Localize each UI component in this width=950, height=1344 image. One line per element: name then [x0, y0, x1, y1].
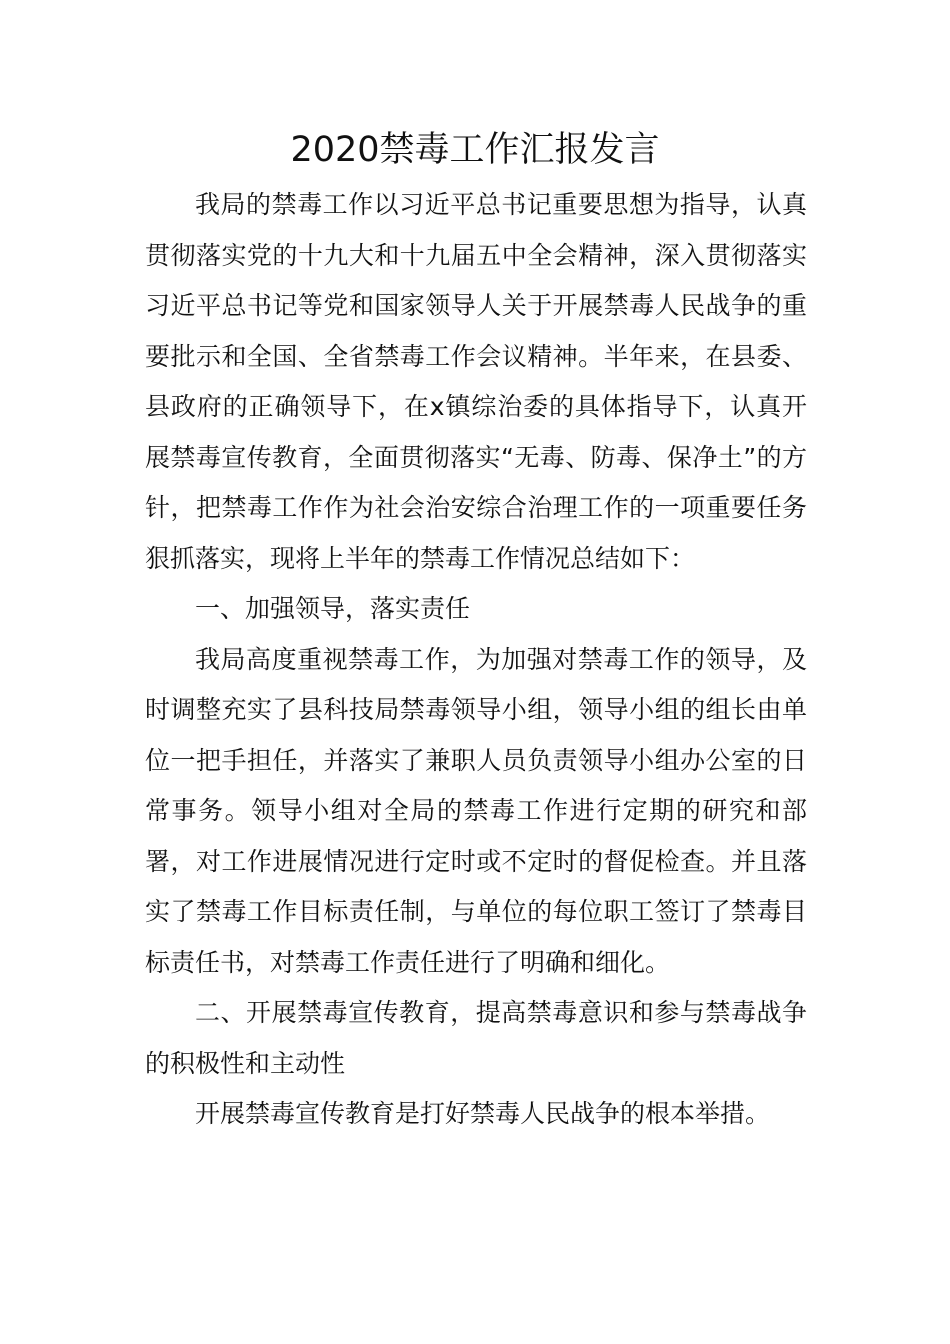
- paragraph-section-1: 我局高度重视禁毒工作，为加强对禁毒工作的领导，及时调整充实了县科技局禁毒领导小组，领导小组的组长由单位一把手担任，并落实了兼职人员负责领导小组办公室的日常事务。领导小组对全局的禁毒工作进行定期的研究和部署，对工作进展情况进行定时或不定时的督促检查。并且落实了禁毒工作目标责任制，与单位的每位职工签订了禁毒目标责任书，对禁毒工作责任进行了明确和细化。: [145, 644, 807, 977]
- section-heading-1: 一、加强领导，落实责任: [195, 594, 471, 623]
- paragraph-intro: 我局的禁毒工作以习近平总书记重要思想为指导，认真贯彻落实党的十九大和十九届五中全会精神，深入贯彻落实习近平总书记等党和国家领导人关于开展禁毒人民战争的重要批示和全国、全省禁毒工作会议精神。半年来，在县委、县政府的正确领导下，在x镇综治委的具体指导下，认真开展禁毒宣传教育，全面贯彻落实“无毒、防毒、保净土”的方针，把禁毒工作作为社会治安综合治理工作的一项重要任务狠抓落实，现将上半年的禁毒工作情况总结如下：: [145, 190, 807, 573]
- document-body: [145, 180, 807, 1140]
- document-title: 2020禁毒工作汇报发言: [290, 130, 660, 170]
- section-heading-2: 二、开展禁毒宣传教育，提高禁毒意识和参与禁毒战争的积极性和主动性: [145, 998, 807, 1078]
- paragraph-section-2: 开展禁毒宣传教育是打好禁毒人民战争的根本举措。: [195, 1099, 771, 1128]
